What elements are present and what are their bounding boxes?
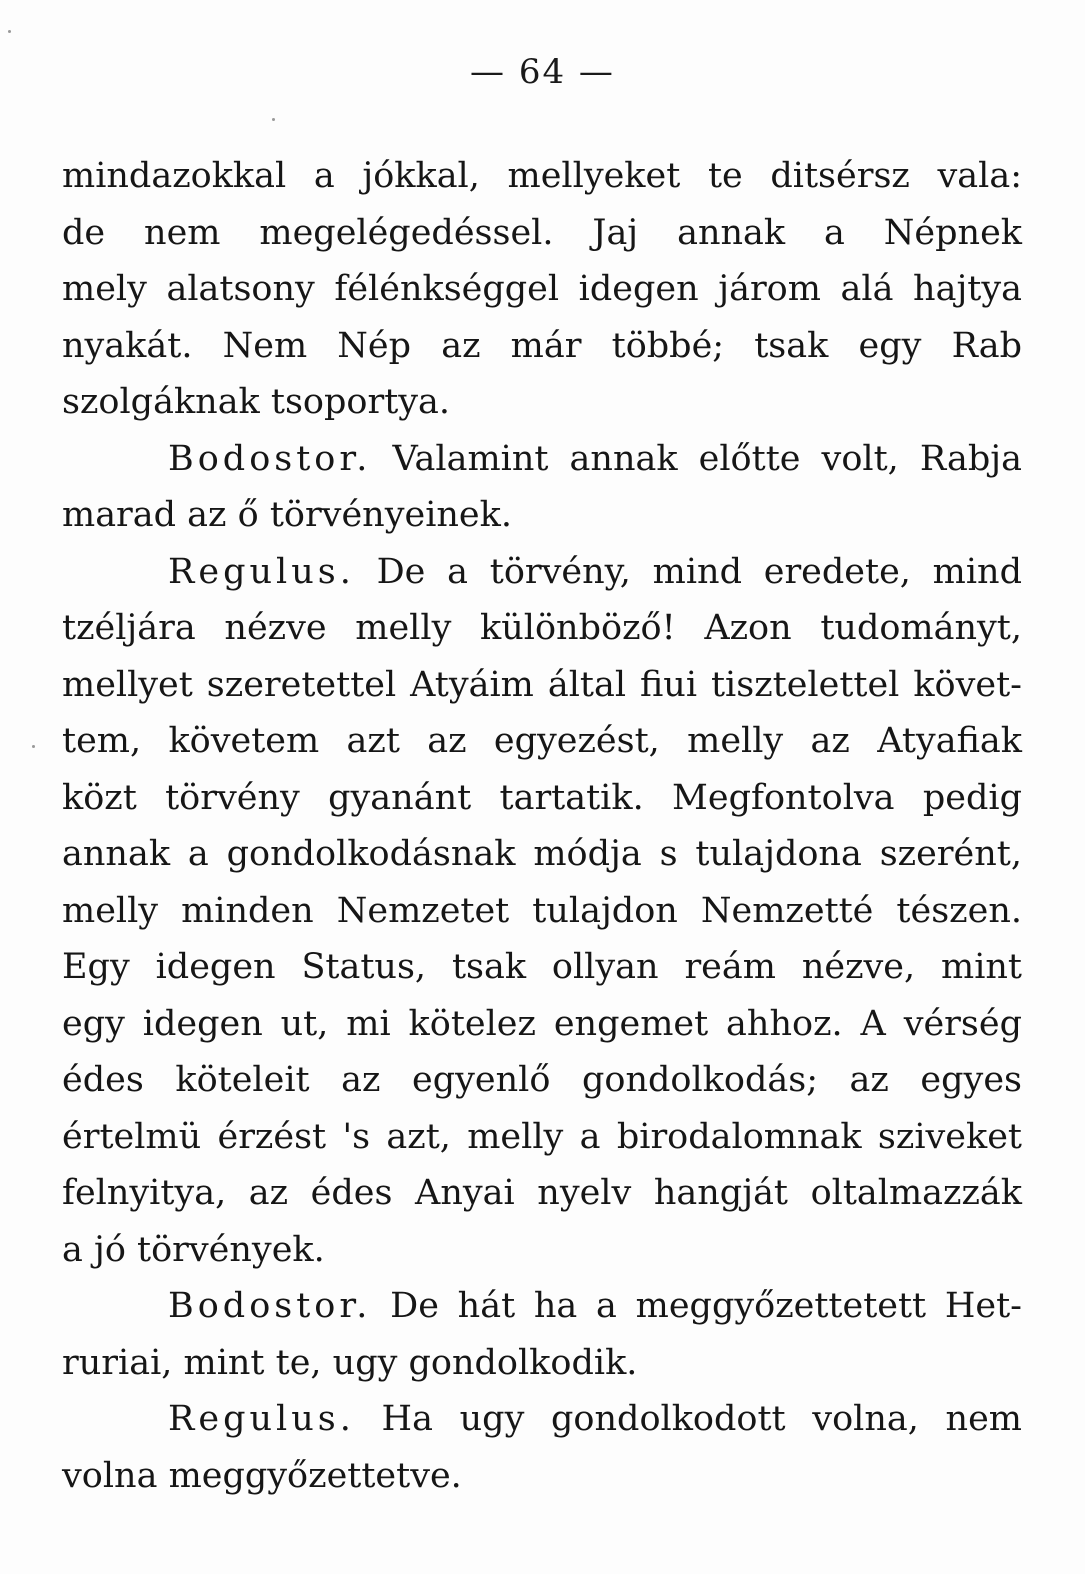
line-text: De a törvény, mind eredete, mind	[376, 551, 1022, 592]
text-line: felnyitya, az édes Anyai nyelv hangját oltalmazzák	[62, 1173, 1022, 1213]
text-line: mindazokkal a jókkal, mellyeket te ditsérsz vala:	[62, 156, 1022, 196]
text-line	[62, 544, 1022, 601]
text-line: melly minden Nemzetet tulajdon Nemzetté tészen.	[62, 890, 1022, 931]
text-line: mellyet szeretettel Atyáim által fiui tisztelettel követ-	[62, 664, 1022, 705]
paragraph-regulus	[62, 544, 1022, 1279]
speaker-name: Regulus.	[168, 551, 355, 592]
paragraph-continuation	[62, 148, 1022, 431]
text-line: tzéljára nézve melly különböző! Azon tudományt,	[62, 608, 1022, 648]
text-line: értelmü érzést 's azt, melly a birodalomnak sziveket	[62, 1116, 1022, 1157]
text-line: volna meggyőzettetve.	[62, 1455, 462, 1496]
line-text: De hát ha a meggyőzettetett Het-	[390, 1286, 1022, 1326]
text-line: mely alatsony félénkséggel idegen járom alá hajtya	[62, 269, 1022, 309]
text-line: annak a gondolkodásnak módja s tulajdona szerént,	[62, 834, 1022, 874]
text-line: nyakát. Nem Nép az már többé; tsak egy Rab	[62, 325, 1022, 366]
text-line: közt törvény gyanánt tartatik. Megfontolva pedig	[62, 777, 1022, 818]
text-line: de nem megelégedéssel. Jaj annak a Népnek	[62, 212, 1022, 253]
page-number: — 64 —	[470, 52, 615, 92]
paragraph-bodostor	[62, 431, 1022, 544]
line-text: Ha ugy gondolkodott volna, nem	[381, 1399, 1022, 1439]
text-line: ruriai, mint te, ugy gondolkodik.	[62, 1342, 638, 1383]
print-speck	[8, 30, 11, 33]
text-line: Egy idegen Status, tsak ollyan reám nézve, mint	[62, 947, 1022, 987]
speaker-name: Bodostor.	[168, 1286, 372, 1326]
print-speck	[272, 118, 275, 121]
text-line	[62, 1391, 1022, 1448]
speaker-name: Regulus.	[168, 1399, 355, 1439]
speaker-name: Bodostor.	[168, 438, 372, 479]
text-line	[62, 431, 1022, 488]
text-line	[62, 1278, 1022, 1335]
page-text	[62, 148, 1022, 1504]
text-line: egy idegen ut, mi kötelez engemet ahhoz. A vérség	[62, 1003, 1022, 1044]
line-text: Valamint annak előtte volt, Rabja	[392, 438, 1022, 479]
print-speck	[32, 745, 35, 748]
paragraph-regulus-2	[62, 1391, 1022, 1504]
text-line: tem, követem azt az egyezést, melly az Atyafiak	[62, 721, 1022, 761]
paragraph-bodostor-2	[62, 1278, 1022, 1391]
text-line: édes köteleit az egyenlő gondolkodás; az egyes	[62, 1060, 1022, 1100]
text-line: szolgáknak tsoportya.	[62, 382, 451, 422]
text-line: marad az ő törvényeinek.	[62, 495, 512, 535]
text-line: a jó törvények.	[62, 1229, 325, 1270]
